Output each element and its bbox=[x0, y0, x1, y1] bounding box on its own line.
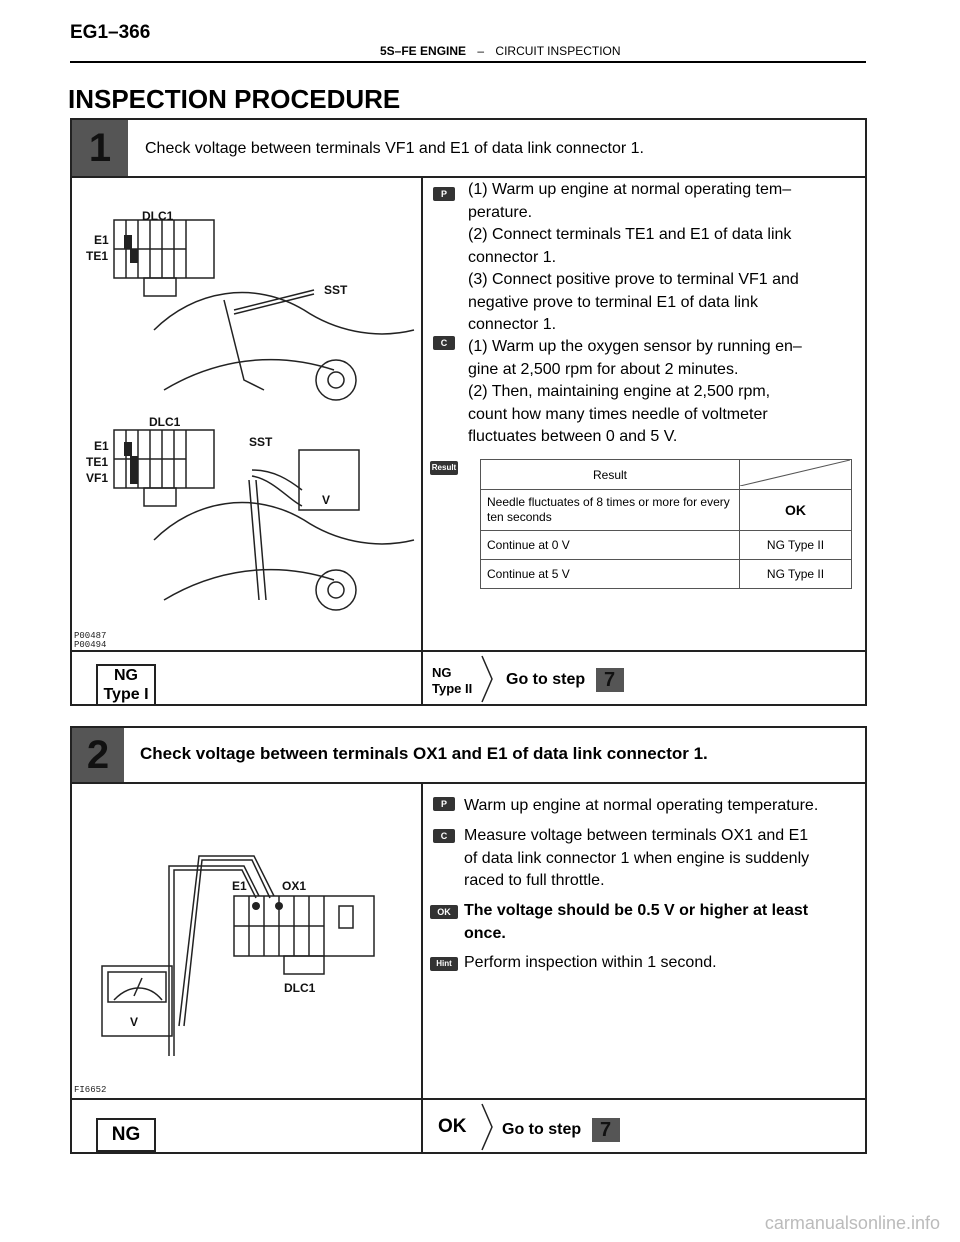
table-header-blank bbox=[740, 460, 852, 490]
tag-result: Result bbox=[430, 461, 458, 475]
step1-p-line: perature. bbox=[468, 203, 533, 221]
step2-ok-line: once. bbox=[464, 924, 506, 942]
step1-figure bbox=[74, 180, 419, 648]
table-row bbox=[481, 460, 852, 490]
fig2-dlc: DLC1 bbox=[284, 981, 316, 995]
step1-c-line: (2) Then, maintaining engine at 2,500 rpm, bbox=[468, 383, 771, 400]
step2-bottom-rule bbox=[70, 1098, 867, 1100]
fig1-code-2: P00494 bbox=[74, 640, 107, 648]
step2-goto-label: Go to step bbox=[502, 1121, 582, 1139]
step1-c-instructions bbox=[468, 336, 858, 449]
step2-number: 2 bbox=[72, 728, 124, 782]
fig2-e1: E1 bbox=[232, 879, 247, 893]
step1-divider bbox=[421, 178, 423, 650]
step2-figure bbox=[74, 786, 419, 1096]
step1-head-rule bbox=[70, 176, 867, 178]
step1-ng-type1-line2: Type I bbox=[103, 686, 149, 703]
step1-number: 1 bbox=[72, 120, 128, 176]
tag-c: C bbox=[433, 336, 455, 350]
step1-p-line: connector 1. bbox=[468, 316, 557, 333]
step2-heading: Check voltage between terminals OX1 and E1 of data link connector 1. bbox=[140, 744, 708, 763]
step2-ok-text bbox=[464, 900, 864, 945]
table-row bbox=[481, 560, 852, 589]
table-diagonal bbox=[740, 460, 850, 486]
table-row bbox=[481, 490, 852, 531]
section-sep: – bbox=[477, 44, 485, 58]
step1-c-line: fluctuates between 0 and 5 V. bbox=[468, 428, 678, 445]
page-code: EG1–366 bbox=[70, 22, 151, 43]
step1-ng-type2-line1: NG bbox=[432, 665, 452, 680]
header-rule bbox=[70, 61, 866, 63]
step2-c-line: raced to full throttle. bbox=[464, 872, 605, 889]
step1-ng-type1-line1: NG bbox=[114, 667, 138, 684]
result-table bbox=[480, 459, 852, 589]
table-cell-judge: NG Type II bbox=[740, 531, 852, 560]
table-cell-result: Continue at 5 V bbox=[481, 560, 740, 589]
step2-c-line: of data link connector 1 when engine is suddenly bbox=[464, 849, 810, 867]
table-row bbox=[481, 531, 852, 560]
fig1-te1-top: TE1 bbox=[86, 249, 109, 263]
step1-heading: Check voltage between terminals VF1 and E1 of data link connector 1. bbox=[145, 140, 644, 157]
step1-c-line: (1) Warm up the oxygen sensor by running en– bbox=[468, 338, 802, 355]
fig2-ox1: OX1 bbox=[282, 879, 307, 893]
table-cell-result: Needle fluctuates of 8 times or more for every ten seconds bbox=[481, 490, 740, 531]
fig1-e1-bottom: E1 bbox=[94, 439, 109, 453]
section-title bbox=[380, 44, 621, 58]
step1-goto-step[interactable]: 7 bbox=[596, 668, 624, 692]
step1-goto-label: Go to step bbox=[506, 671, 586, 689]
step1-p-line: connector 1. bbox=[468, 248, 557, 266]
tag-hint: Hint bbox=[430, 957, 458, 971]
page-title: INSPECTION PROCEDURE bbox=[68, 84, 401, 114]
step1-p-line: (2) Connect terminals TE1 and E1 of data link bbox=[468, 226, 792, 243]
step1-c-line: count how many times needle of voltmeter bbox=[468, 405, 768, 423]
step2-c-instructions bbox=[464, 825, 864, 893]
step2-ng-tag: NG bbox=[96, 1118, 156, 1152]
step2-goto-step[interactable]: 7 bbox=[592, 1118, 620, 1142]
section-bold: 5S–FE ENGINE bbox=[380, 44, 467, 58]
fig1-vf1-bottom: VF1 bbox=[86, 471, 109, 485]
section-rest: CIRCUIT INSPECTION bbox=[495, 44, 621, 58]
fig1-te1-bottom: TE1 bbox=[86, 455, 109, 469]
fig1-sst-bottom: SST bbox=[249, 435, 273, 449]
step1-ng-type1-tag bbox=[96, 664, 156, 706]
step2-goto bbox=[502, 1118, 620, 1142]
step1-result-divider bbox=[421, 652, 423, 706]
fig1-dlc-bottom: DLC1 bbox=[149, 415, 181, 429]
table-header-result: Result bbox=[481, 460, 740, 490]
table-cell-result: Continue at 0 V bbox=[481, 531, 740, 560]
fig1-dlc-top: DLC1 bbox=[142, 209, 174, 223]
watermark-text: carmanualsonline.info bbox=[764, 1213, 940, 1233]
step2-arrow-chevron bbox=[480, 1102, 494, 1152]
tag-p: P bbox=[433, 797, 455, 811]
fig1-e1-top: E1 bbox=[94, 233, 109, 247]
step1-p-line: negative prove to terminal E1 of data link bbox=[468, 293, 758, 311]
step2-c-line: Measure voltage between terminals OX1 and E1 bbox=[464, 827, 809, 844]
step1-arrow-chevron bbox=[480, 654, 494, 704]
tag-c: C bbox=[433, 829, 455, 843]
table-cell-judge: OK bbox=[740, 490, 852, 531]
step2-ok-label: OK bbox=[438, 1116, 467, 1137]
table-cell-judge: NG Type II bbox=[740, 560, 852, 589]
step1-p-instructions bbox=[468, 179, 858, 337]
fig2-voltmeter-label: V bbox=[130, 1015, 139, 1029]
step1-ng-type2-line2: Type II bbox=[432, 681, 473, 696]
step2-ok-line: The voltage should be 0.5 V or higher at least bbox=[464, 902, 809, 919]
step2-p-text: Warm up engine at normal operating temperature. bbox=[464, 797, 819, 814]
fig2-code: FI6652 bbox=[74, 1085, 107, 1095]
step2-result-divider bbox=[421, 1100, 423, 1154]
fig1-voltmeter-label: V bbox=[322, 493, 331, 507]
step1-ng-type2-label bbox=[432, 665, 472, 697]
step2-hint-text: Perform inspection within 1 second. bbox=[464, 954, 717, 971]
step1-goto bbox=[506, 668, 624, 692]
fig1-sst-top: SST bbox=[324, 283, 348, 297]
tag-p: P bbox=[433, 187, 455, 201]
step2-head-rule bbox=[70, 782, 867, 784]
step1-p-line: (3) Connect positive prove to terminal VF1 and bbox=[468, 271, 799, 288]
step1-p-line: (1) Warm up engine at normal operating tem– bbox=[468, 181, 792, 198]
fig1-code-1: P00487 bbox=[74, 631, 107, 641]
tag-ok: OK bbox=[430, 905, 458, 919]
step1-c-line: gine at 2,500 rpm for about 2 minutes. bbox=[468, 360, 739, 378]
